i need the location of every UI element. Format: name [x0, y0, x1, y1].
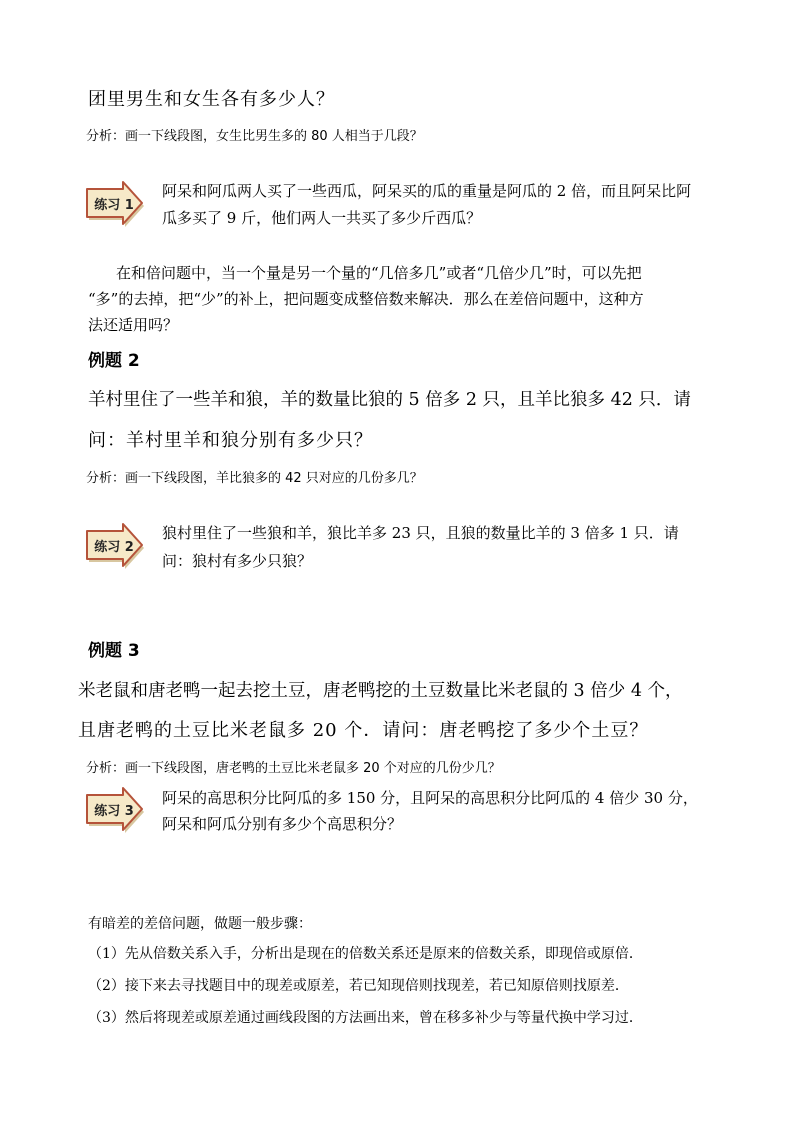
summary-step-1: （1）先从倍数关系入手，分析出是现在的倍数关系还是原来的倍数关系，即现倍或原倍．	[88, 946, 643, 962]
practice3-line2: 阿呆和阿瓜分别有多少个高思积分？	[162, 815, 403, 833]
example2-line2: 问：羊村里羊和狼分别有多少只？	[88, 430, 373, 451]
practice1-line1: 阿呆和阿瓜两人买了一些西瓜，阿呆买的瓜的重量是阿瓜的 2 倍，而且阿呆比阿	[162, 182, 692, 200]
practice-badge-1	[84, 180, 146, 228]
practice-badge-label: 练习 1	[94, 198, 134, 213]
transition-line1: 在和倍问题中，当一个量是另一个量的“几倍多几”或者“几倍少几”时，可以先把	[116, 264, 642, 282]
analysis-example3: 分析：画一下线段图，唐老鸭的土豆比米老鼠多 20 个对应的几份少几？	[86, 761, 501, 776]
practice2-line2: 问：狼村有多少只狼？	[162, 552, 313, 570]
practice3-line1: 阿呆的高思积分比阿瓜的多 150 分，且阿呆的高思积分比阿瓜的 4 倍少 30 分，	[162, 789, 698, 807]
transition-line3: 法还适用吗？	[88, 316, 179, 334]
summary-step-2: （2）接下来去寻找题目中的现差或原差，若已知现倍则找现差，若已知原倍则找原差．	[88, 978, 629, 994]
example2-line1: 羊村里住了一些羊和狼，羊的数量比狼的 5 倍多 2 只，且羊比狼多 42 只．请	[88, 390, 691, 410]
practice-badge-label: 练习 2	[94, 540, 134, 555]
analysis-intro: 分析：画一下线段图，女生比男生多的 80 人相当于几段？	[86, 129, 423, 144]
summary-step-3: （3）然后将现差或原差通过画线段图的方法画出来，曾在移多补少与等量代换中学习过．	[88, 1010, 643, 1026]
example3-line2: 且唐老鸭的土豆比米老鼠多 20 个．请问：唐老鸭挖了多少个土豆？	[78, 720, 649, 741]
analysis-example2: 分析：画一下线段图，羊比狼多的 42 只对应的几份多几？	[86, 471, 423, 486]
transition-line2: “多”的去掉，把“少”的补上，把问题变成整倍数来解决．那么在差倍问题中，这种方	[88, 290, 644, 308]
practice-badge-label: 练习 3	[94, 804, 134, 819]
practice1-line2: 瓜多买了 9 斤，他们两人一共买了多少斤西瓜？	[162, 209, 482, 227]
example2-heading: 例题 2	[88, 351, 140, 371]
example3-line1: 米老鼠和唐老鸭一起去挖土豆，唐老鸭挖的土豆数量比米老鼠的 3 倍少 4 个，	[78, 681, 683, 701]
question-tail: 团里男生和女生各有多少人？	[88, 89, 335, 110]
practice-badge-2	[84, 522, 146, 570]
summary-title: 有暗差的差倍问题，做题一般步骤：	[88, 916, 312, 932]
practice2-line1: 狼村里住了一些狼和羊，狼比羊多 23 只，且狼的数量比羊的 3 倍多 1 只．请	[162, 524, 679, 542]
practice-badge-3	[84, 786, 146, 834]
example3-heading: 例题 3	[88, 641, 140, 661]
